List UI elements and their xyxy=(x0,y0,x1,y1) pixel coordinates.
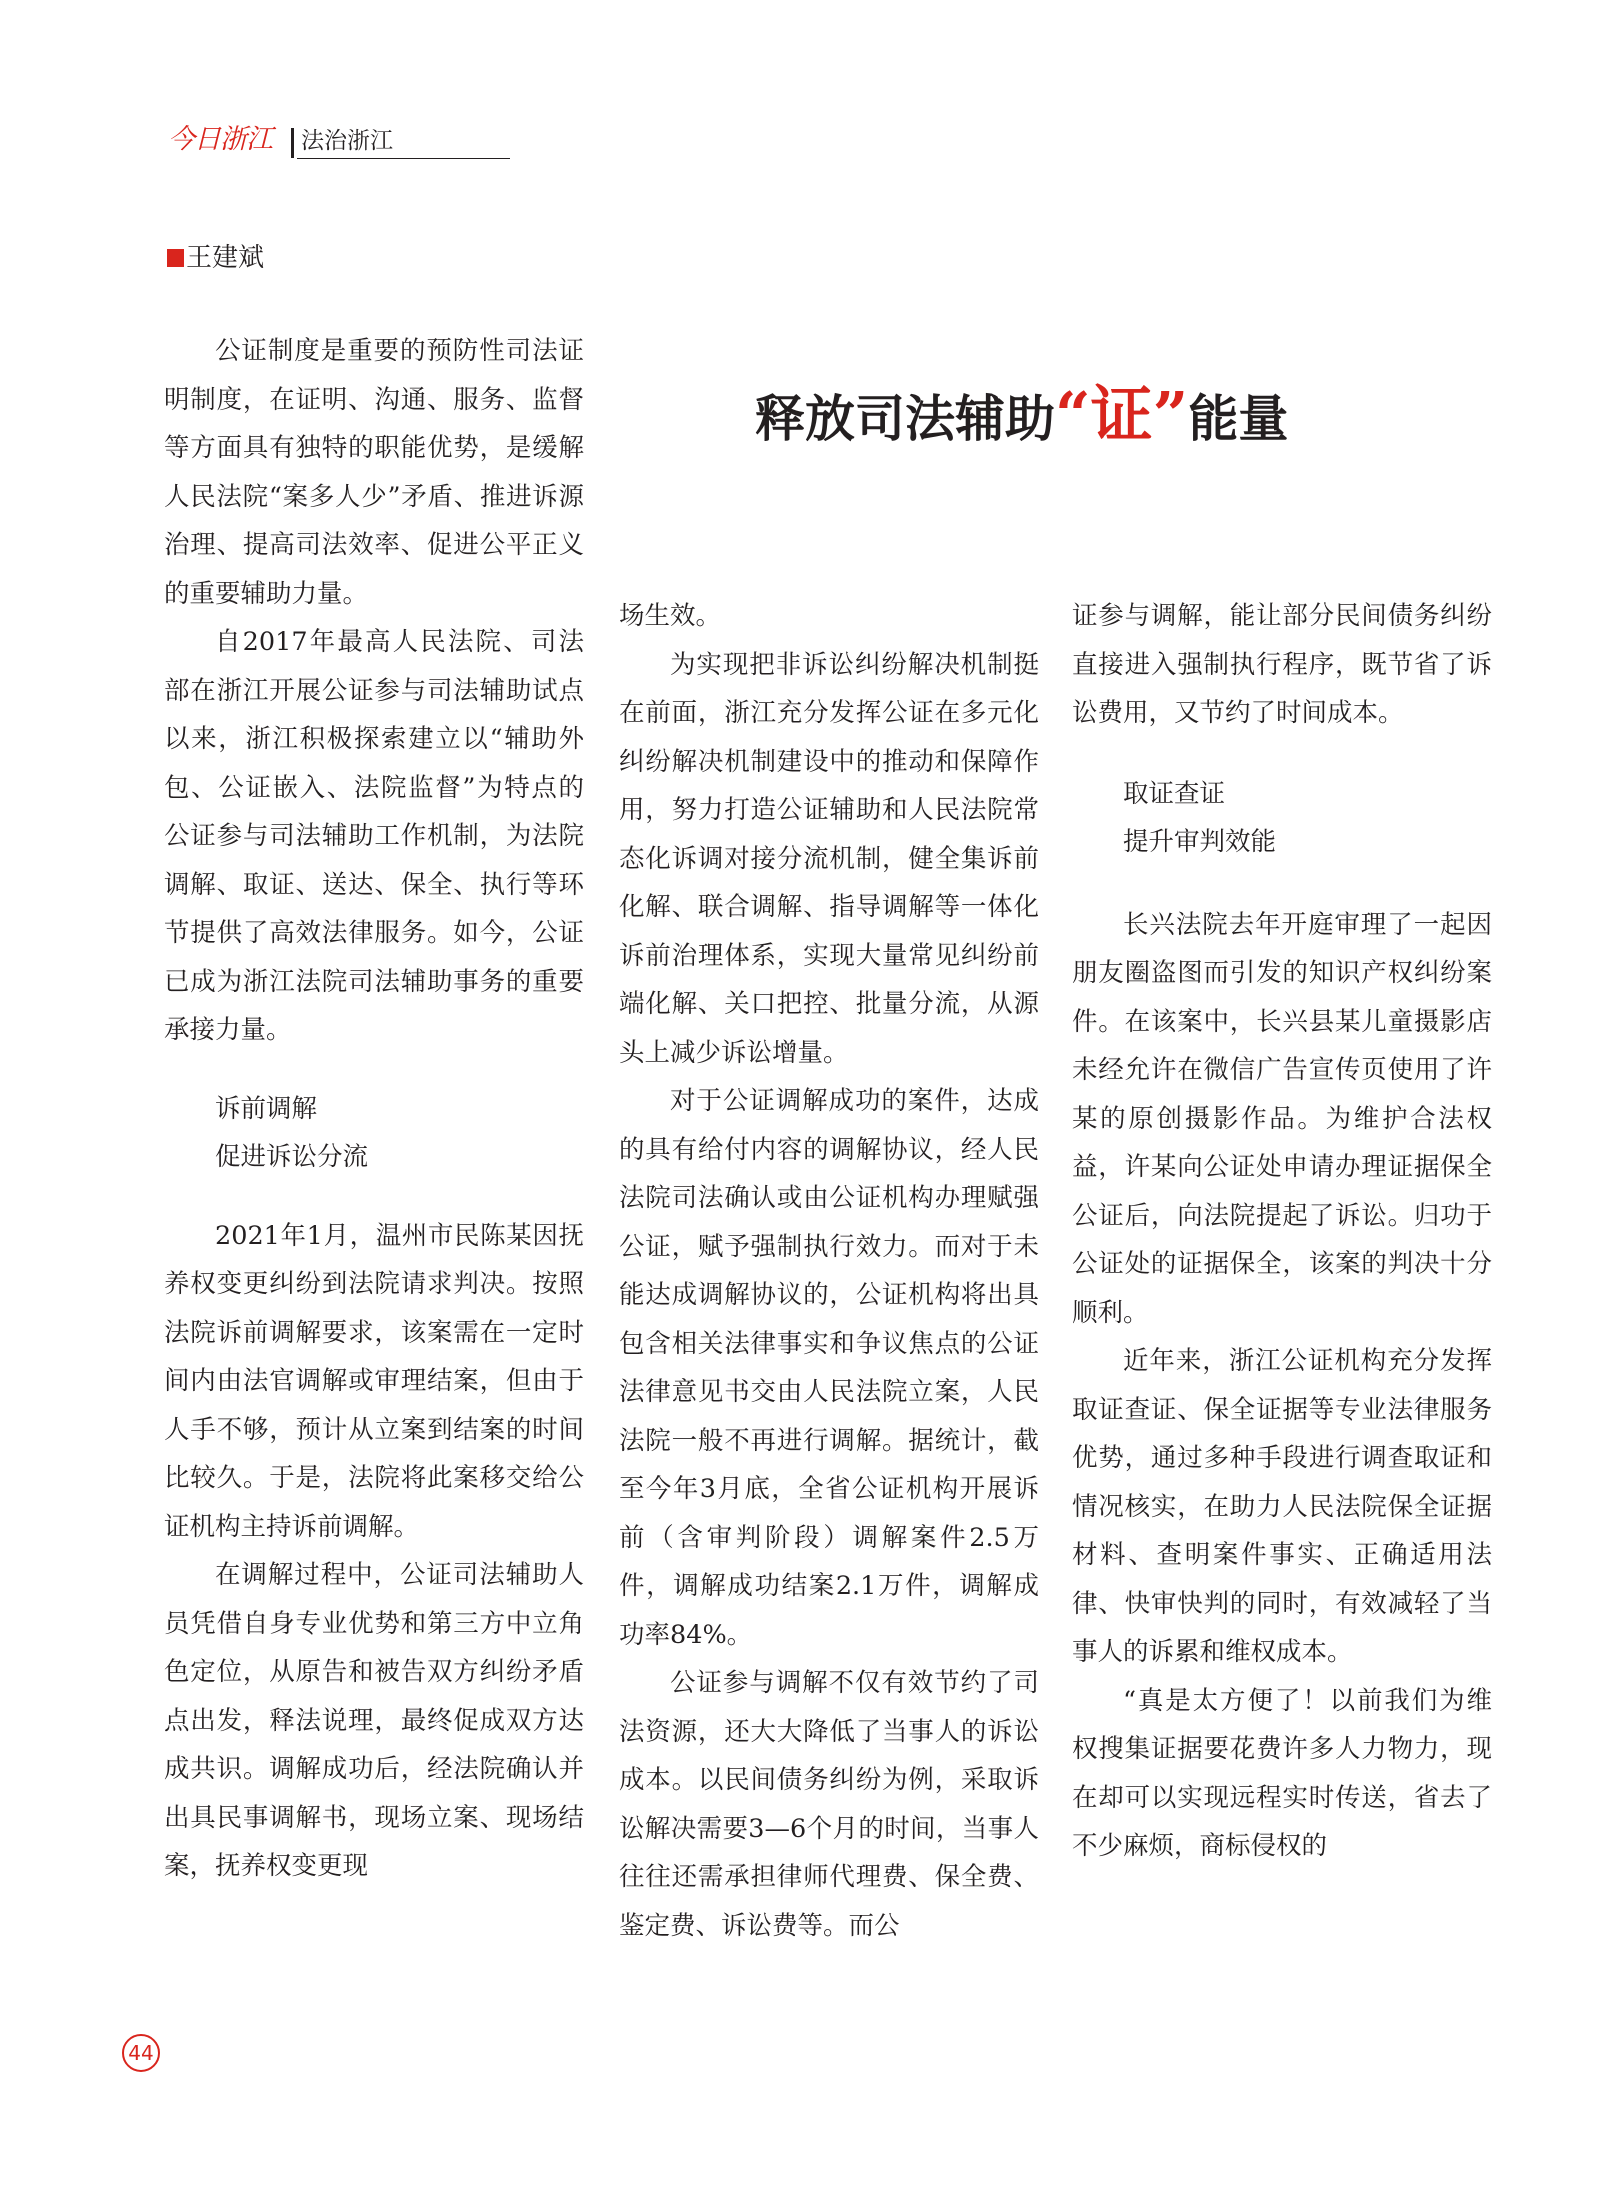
section-heading: 提升审判效能 xyxy=(1123,827,1277,857)
paragraph: 长兴法院去年开庭审理了一起因朋友圈盗图而引发的知识产权纠纷案件。在该案中，长兴县某儿童摄影店未经允许在微信广告宣传页使用了许某的原创摄影作品。为维护合法权益，许某向公证处申请办理证据保全公证后，向法院提起了诉讼。归功于公证处的证据保全，该案的判决十分顺利。 xyxy=(1072,909,1492,1328)
section-heading: 诉前调解 xyxy=(215,1093,318,1124)
article-title xyxy=(755,380,1355,454)
title-text-after: 能量 xyxy=(1188,389,1289,448)
author-name: 王建斌 xyxy=(186,243,265,273)
paragraph: 2021年1月，温州市民陈某因抚养权变更纠纷到法院请求判决。按照法院诉前调解要求，该案需在一定时间内由法官调解或审理结案，但由于人手不够，预计从立案到结案的时间比较久。于是，法院将此案移交给公证机构主持诉前调解。 xyxy=(164,1220,584,1542)
paragraph: 公证参与调解不仅有效节约了司法资源，还大大降低了当事人的诉讼成本。以民间债务纠纷为例，采取诉讼解决需要3—6个月的时间，当事人往往还需承担律师代理费、保全费、鉴定费、诉讼费等。而公 xyxy=(619,1668,1039,1941)
paragraph: 证参与调解，能让部分民间债务纠纷直接进入强制执行程序，既节省了诉讼费用，又节约了时间成本。 xyxy=(1072,601,1492,728)
section-heading: 取证查证 xyxy=(1123,778,1226,809)
column-2 xyxy=(619,592,1039,1950)
column-1 xyxy=(164,327,584,1891)
paragraph: 为实现把非诉讼纠纷解决机制挺在前面，浙江充分发挥公证在多元化纠纷解决机制建设中的推动和保障作用，努力打造公证辅助和人民法院常态化诉调对接分流机制，健全集诉前化解、联合调解、指导调解等一体化诉前治理体系，实现大量常见纠纷前端化解、关口把控、批量分流，从源头上减少诉讼增量。 xyxy=(619,649,1039,1068)
paragraph: 在调解过程中，公证司法辅助人员凭借自身专业优势和第三方中立角色定位，从原告和被告双方纠纷矛盾点出发，释法说理，最终促成双方达成共识。调解成功后，经法院确认并出具民事调解书，现场立案、现场结案，抚养权变更现 xyxy=(164,1560,584,1881)
section-name: 法治浙江 xyxy=(301,128,393,154)
magazine-logo: 今日浙江 xyxy=(168,124,272,155)
paragraph: “真是太方便了！以前我们为维权搜集证据要花费许多人力物力，现在却可以实现远程实时传送，省去了不少麻烦，商标侵权的 xyxy=(1072,1685,1492,1861)
title-highlight: “证” xyxy=(1055,378,1189,451)
author-square-marker xyxy=(167,249,184,267)
paragraph: 场生效。 xyxy=(619,601,722,631)
paragraph: 自2017年最高人民法院、司法部在浙江开展公证参与司法辅助试点以来，浙江积极探索建立以“辅助外包、公证嵌入、法院监督”为特点的公证参与司法辅助工作机制，为法院调解、取证、送达、保全、执行等环节提供了高效法律服务。如今，公证已成为浙江法院司法辅助事务的重要承接力量。 xyxy=(164,627,584,1045)
paragraph: 对于公证调解成功的案件，达成的具有给付内容的调解协议，经人民法院司法确认或由公证机构办理赋强公证，赋予强制执行效力。而对于未能达成调解协议的，公证机构将出具包含相关法律事实和争议焦点的公证法律意见书交由人民法院立案，人民法院一般不再进行调解。据统计，截至今年3月底，全省公证机构开展诉前（含审判阶段）调解案件2.5万件，调解成功结案2.1万件，调解成功率84%。 xyxy=(619,1086,1039,1650)
title-text-before: 释放司法辅助 xyxy=(755,389,1055,448)
paragraph: 公证制度是重要的预防性司法证明制度，在证明、沟通、服务、监督等方面具有独特的职能优势，是缓解人民法院“案多人少”矛盾、推进诉源治理、提高司法效率、促进公平正义的重要辅助力量。 xyxy=(164,336,584,609)
paragraph: 近年来，浙江公证机构充分发挥取证查证、保全证据等专业法律服务优势，通过多种手段进行调查取证和情况核实，在助力人民法院保全证据材料、查明案件事实、正确适用法律、快审快判的同时，有效减轻了当事人的诉累和维权成本。 xyxy=(1072,1346,1492,1667)
header-divider xyxy=(291,128,294,158)
section-heading: 促进诉讼分流 xyxy=(215,1142,369,1172)
column-3 xyxy=(1072,592,1492,1871)
page-number: 44 xyxy=(122,2034,160,2072)
header-rule xyxy=(297,158,510,159)
